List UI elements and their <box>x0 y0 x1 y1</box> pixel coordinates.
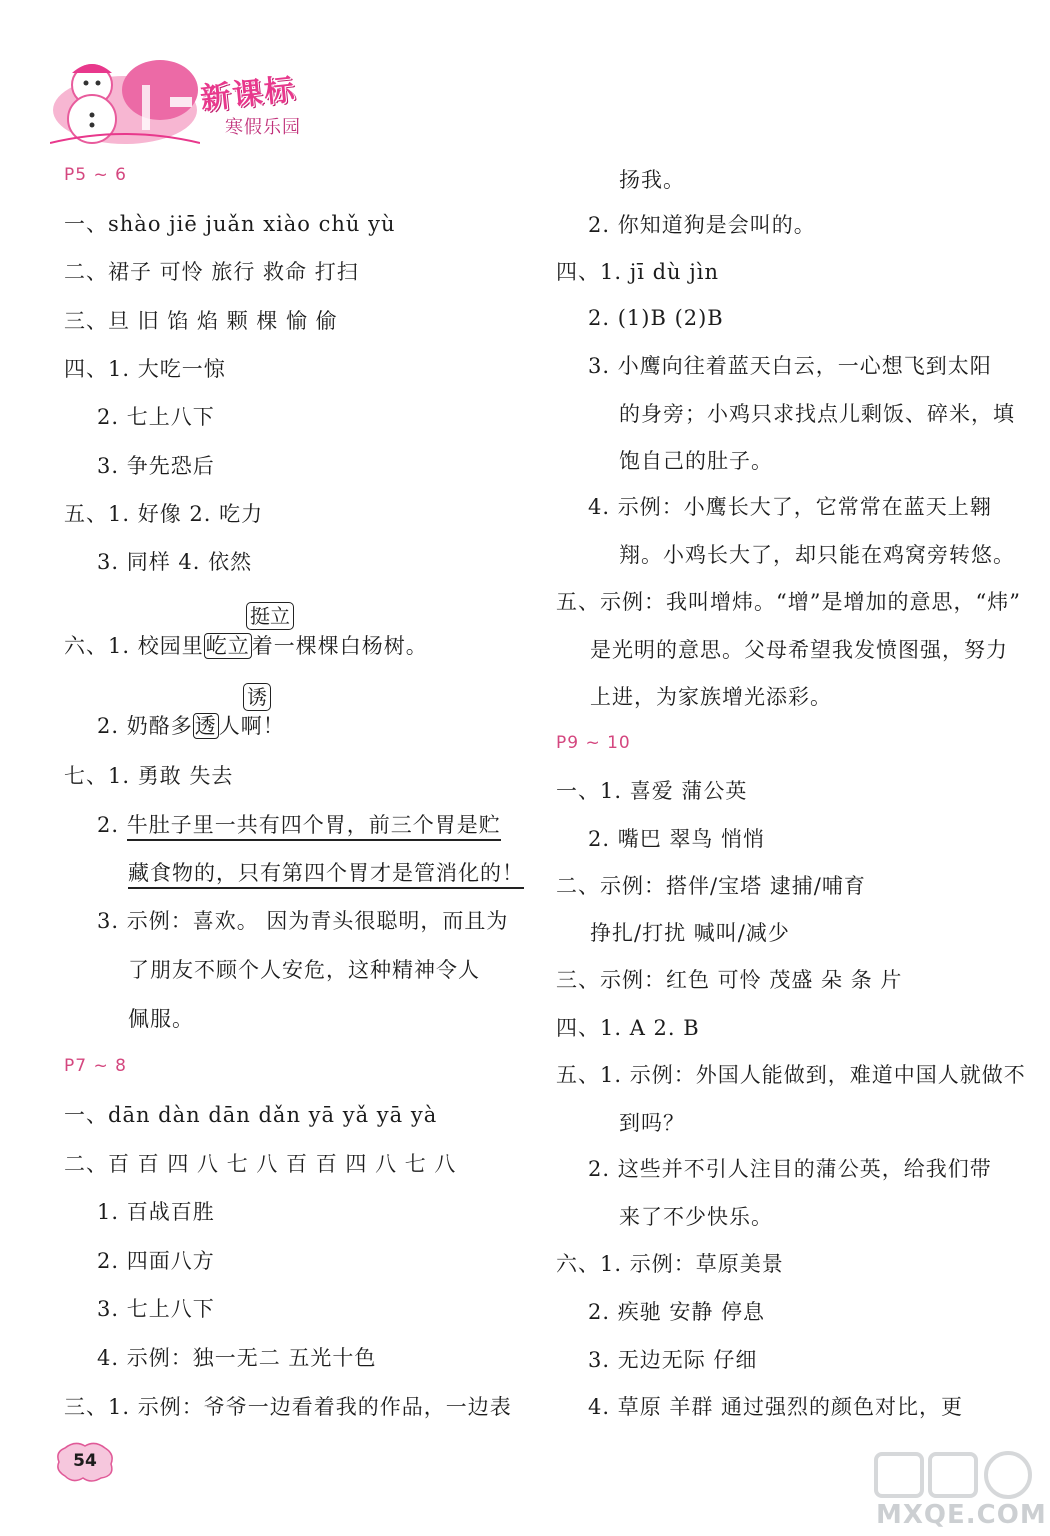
answer-line <box>97 712 285 740</box>
answer-line: 2. 这些并不引人注目的蒲公英，给我们带 <box>588 1157 992 1181</box>
answer-line: 2. 七上八下 <box>97 405 215 429</box>
header-banner <box>50 55 320 150</box>
answer-line: 六、1. 示例：草原美景 <box>556 1252 784 1276</box>
section-heading: P7 ~ 8 <box>64 1056 127 1076</box>
answer-line: 二、裙子 可怜 旅行 救命 打扫 <box>64 260 359 284</box>
answer-text: 六、1. 校园里 <box>64 634 204 658</box>
snowman-logo <box>50 55 200 150</box>
answer-line: 3. 争先恐后 <box>97 454 215 478</box>
answer-line <box>128 859 524 887</box>
answer-line: 2. 你知道狗是会叫的。 <box>588 213 816 237</box>
answer-line: 2. (1)B (2)B <box>588 306 724 330</box>
answer-line: 二、百 百 四 八 七 八 百 百 四 八 七 八 <box>64 1152 457 1176</box>
answer-text: 着一棵棵白杨树。 <box>251 634 428 658</box>
answer-text: 2. 奶酪多 <box>97 714 193 738</box>
watermark-text: MXQE.COM <box>876 1500 1047 1530</box>
banner-title: 新课标 <box>198 72 298 117</box>
answer-line <box>97 811 501 839</box>
answer-line: 三、旦 旧 馅 焰 颗 棵 愉 偷 <box>64 309 338 333</box>
answer-line: 上进，为家族增光添彩。 <box>590 685 832 709</box>
answer-text: 2. <box>97 813 120 837</box>
marked-word: 屹立 <box>205 634 250 658</box>
correction-box: 诱 <box>243 683 271 711</box>
answer-line: 五、1. 好像 2. 吃力 <box>64 502 264 526</box>
underlined-sentence: 藏食物的，只有第四个胃才是管消化的！ <box>128 861 524 889</box>
answer-line: 3. 七上八下 <box>97 1297 215 1321</box>
answer-line: 四、1. jī dù jìn <box>556 260 720 284</box>
answer-line: 一、shào jiē juǎn xiào chǔ yù <box>64 212 396 236</box>
answer-line: 来了不少快乐。 <box>619 1205 773 1229</box>
answer-line: 了朋友不顾个人安危，这种精神令人 <box>128 958 480 982</box>
answer-line: 佩服。 <box>128 1007 194 1031</box>
answer-line: 二、示例：搭伴/宝塔 逮捕/哺育 <box>556 874 866 898</box>
marked-word: 透 <box>194 714 217 738</box>
answer-line: 1. 百战百胜 <box>97 1200 215 1224</box>
answer-line: 2. 疾驰 安静 停息 <box>588 1300 766 1324</box>
banner-subtitle: 寒假乐园 <box>225 117 301 138</box>
answer-line: 3. 小鹰向往着蓝天白云，一心想飞到太阳 <box>588 354 992 378</box>
answer-line: 4. 草原 羊群 通过强烈的颜色对比，更 <box>588 1395 964 1419</box>
section-heading: P5 ~ 6 <box>64 165 127 185</box>
answer-line: 四、1. A 2. B <box>556 1016 700 1040</box>
answer-line: 七、1. 勇敢 失去 <box>64 764 234 788</box>
answer-line: 3. 无边无际 仔细 <box>588 1348 758 1372</box>
answer-text: 人啊！ <box>218 714 285 738</box>
answer-line: 三、1. 示例：爷爷一边看着我的作品，一边表 <box>64 1395 512 1419</box>
answer-line: 五、示例：我叫增炜。“增”是增加的意思，“炜” <box>556 590 1021 614</box>
answer-line: 一、1. 喜爱 蒲公英 <box>556 779 748 803</box>
answer-line: 3. 同样 4. 依然 <box>97 550 253 574</box>
answer-line: 三、示例：红色 可怜 茂盛 朵 条 片 <box>556 968 903 992</box>
answer-line: 2. 四面八方 <box>97 1249 215 1273</box>
answer-line: 4. 示例：小鹰长大了，它常常在蓝天上翱 <box>588 495 992 519</box>
answer-line: 翔。小鸡长大了，却只能在鸡窝旁转悠。 <box>619 543 1015 567</box>
answer-line: 2. 嘴巴 翠鸟 悄悄 <box>588 827 766 851</box>
answer-line: 到吗？ <box>619 1111 685 1135</box>
page-number: 54 <box>73 1451 97 1471</box>
answer-line: 一、dān dàn dān dǎn yā yǎ yā yà <box>64 1103 438 1127</box>
answer-line: 扬我。 <box>619 168 685 192</box>
answer-line: 4. 示例：独一无二 五光十色 <box>97 1346 377 1370</box>
correction-box: 挺立 <box>246 602 294 630</box>
answer-line: 五、1. 示例：外国人能做到，难道中国人就做不 <box>556 1063 1026 1087</box>
answer-line <box>64 632 428 660</box>
answer-line: 3. 示例：喜欢。 因为青头很聪明，而且为 <box>97 909 509 933</box>
section-heading: P9 ~ 10 <box>556 733 631 753</box>
answer-line: 是光明的意思。父母希望我发愤图强，努力 <box>590 638 1008 662</box>
underlined-sentence: 牛肚子里一共有四个胃，前三个胃是贮 <box>127 813 501 841</box>
answer-line: 挣扎/打扰 喊叫/减少 <box>590 921 790 945</box>
answer-line: 饱自己的肚子。 <box>619 449 773 473</box>
answer-line: 的身旁；小鸡只求找点儿剩饭、碎米，填 <box>619 402 1015 426</box>
answer-line: 四、1. 大吃一惊 <box>64 357 226 381</box>
